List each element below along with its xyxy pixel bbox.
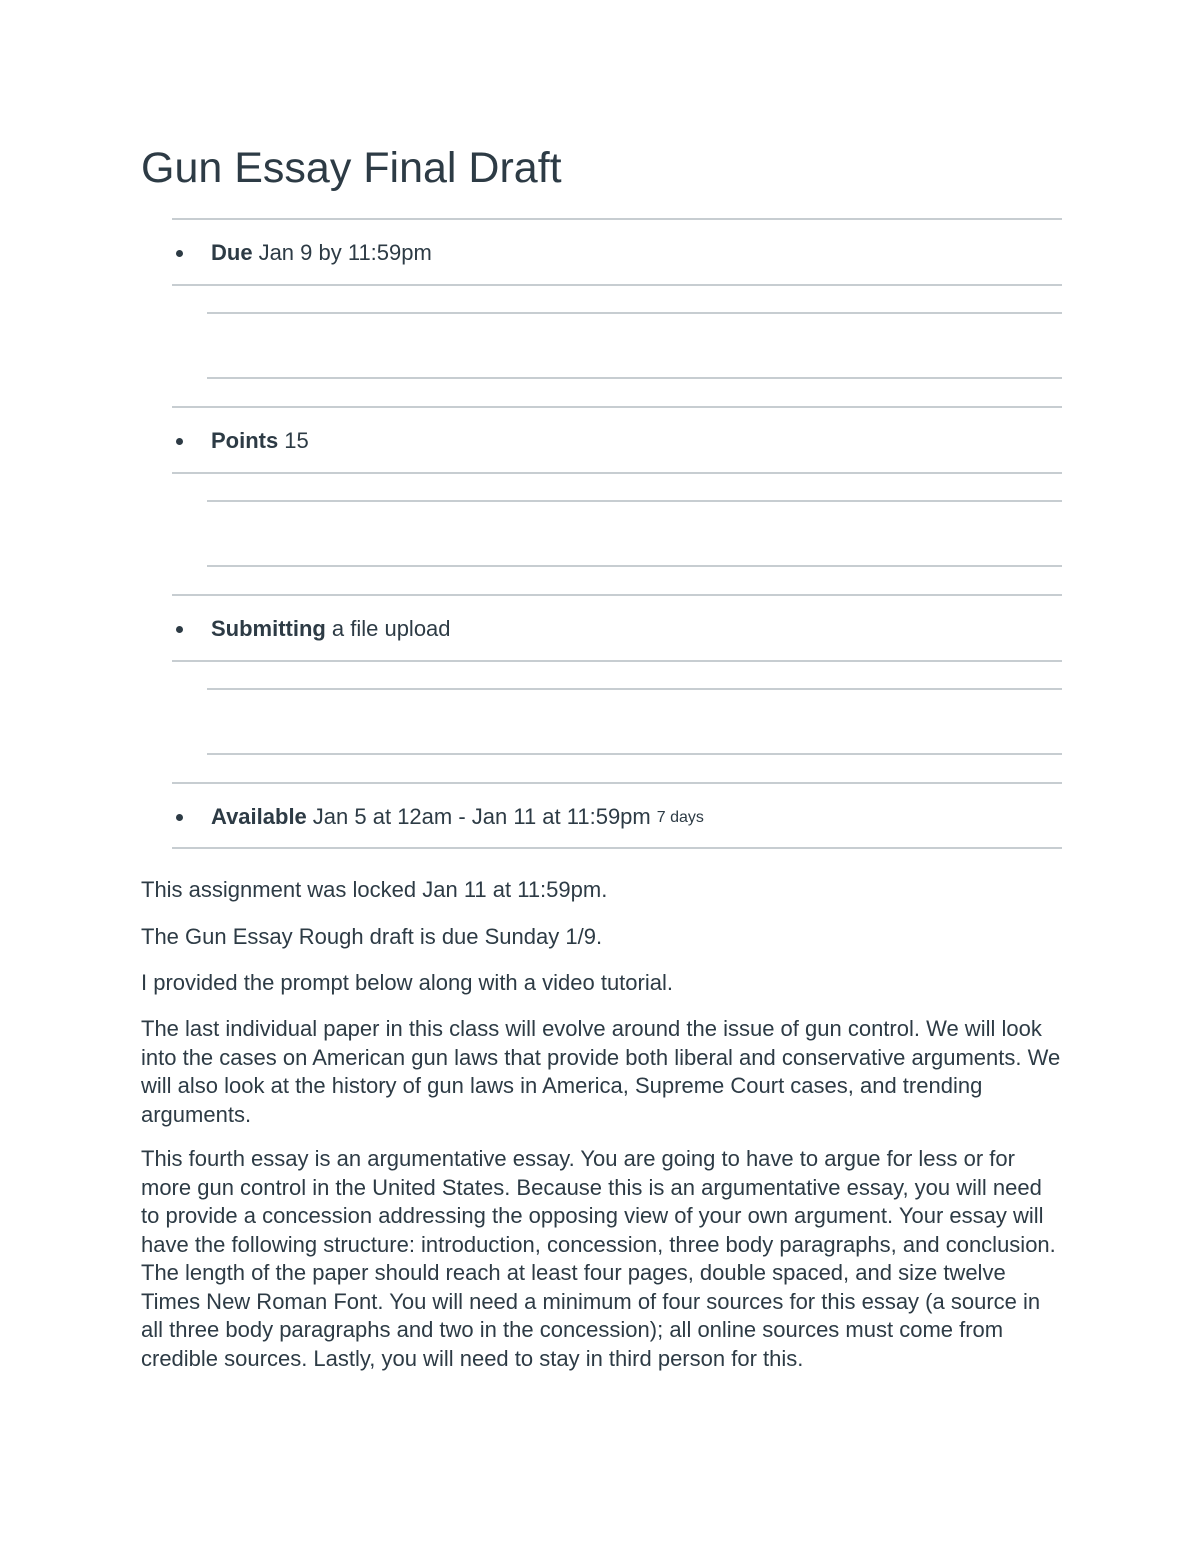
rough-draft-notice: The Gun Essay Rough draft is due Sunday 1/9. — [141, 924, 603, 949]
submitting-label: Submitting — [211, 616, 326, 641]
divider — [207, 500, 1062, 502]
available-duration: 7 days — [656, 809, 704, 826]
meta-item-points — [172, 426, 1062, 456]
divider — [207, 377, 1062, 379]
available-label: Available — [211, 804, 307, 829]
meta-item-due — [172, 238, 1062, 268]
due-label: Due — [211, 240, 253, 265]
divider — [172, 218, 1062, 220]
divider — [172, 284, 1062, 286]
prompt-intro: I provided the prompt below along with a video tutorial. — [141, 970, 673, 995]
bullet-icon — [176, 626, 183, 633]
prompt-paragraph-2: This fourth essay is an argumentative essay. You are going to have to argue for less or for more gun control in the United States. Because this is an argumentative essay, you will need to provide a concession addressing the opposing view of your own argument. Your essay will have the following structure: introduction, concession, three body paragraphs, and conclusion. The length of the paper should reach at least four pages, double spaced, and size twelve Times New Roman Font. You will need a minimum of four sources for this essay (a source in all three body paragraphs and two in the concession); all online sources must come from credible sources. Lastly, you will need to stay in third person for this. — [141, 1146, 1056, 1371]
divider — [207, 565, 1062, 567]
locked-notice: This assignment was locked Jan 11 at 11:59pm. — [141, 877, 608, 902]
points-label: Points — [211, 428, 279, 453]
divider — [172, 406, 1062, 408]
due-value: Jan 9 by 11:59pm — [258, 240, 432, 265]
divider — [172, 472, 1062, 474]
divider — [172, 847, 1062, 849]
divider — [172, 782, 1062, 784]
prompt-paragraph-1: The last individual paper in this class will evolve around the issue of gun control. We will look into the cases on American gun laws that provide both liberal and conservative arguments. We will also look at the history of gun laws in America, Supreme Court cases, and trending arguments. — [141, 1016, 1061, 1127]
points-value: 15 — [284, 428, 309, 453]
bullet-icon — [176, 438, 183, 445]
divider — [207, 753, 1062, 755]
bullet-icon — [176, 814, 183, 821]
divider — [172, 594, 1062, 596]
bullet-icon — [176, 250, 183, 257]
divider — [207, 688, 1062, 690]
submitting-value: a file upload — [331, 616, 451, 641]
meta-item-available — [172, 802, 1062, 832]
available-value: Jan 5 at 12am - Jan 11 at 11:59pm — [312, 804, 651, 829]
divider — [172, 660, 1062, 662]
page-title: Gun Essay Final Draft — [141, 144, 562, 192]
divider — [207, 312, 1062, 314]
meta-item-submitting — [172, 614, 1062, 644]
